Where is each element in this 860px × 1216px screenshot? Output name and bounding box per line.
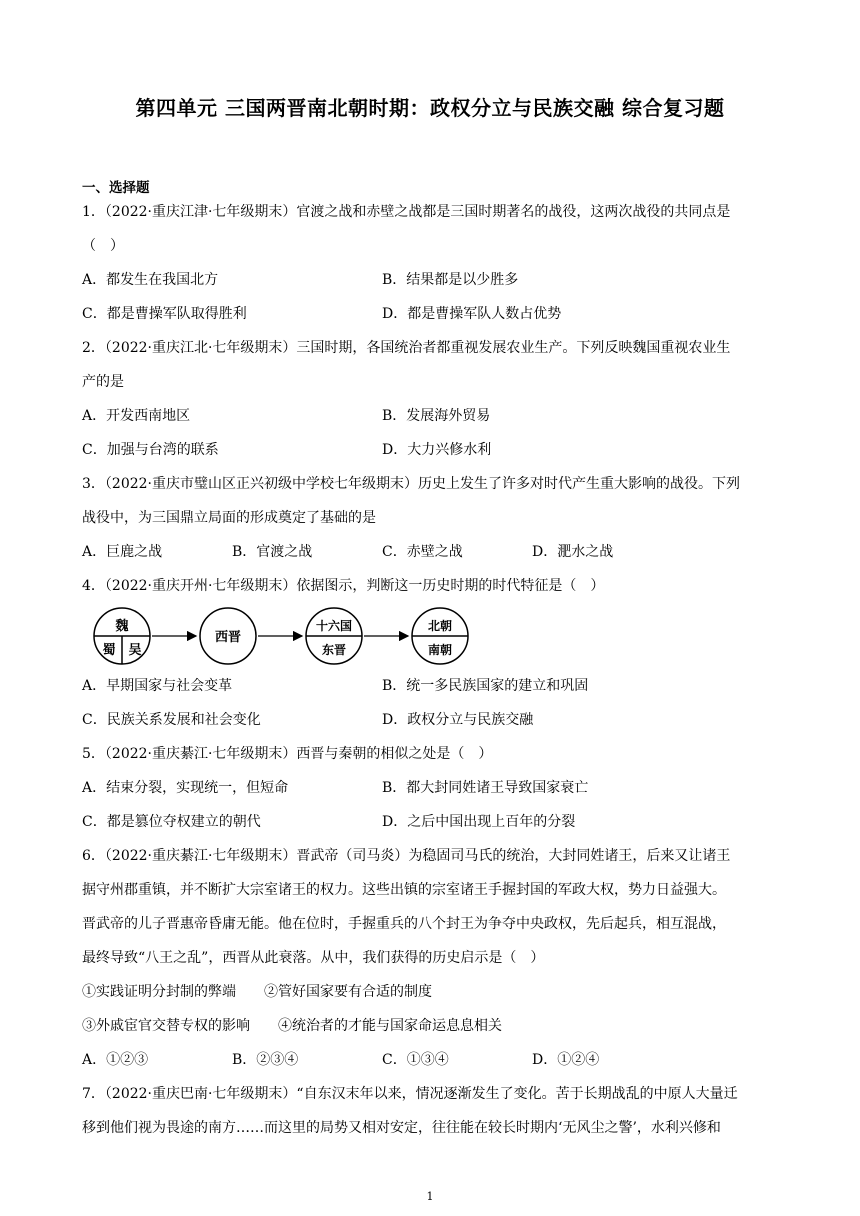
question-6-statements-1: ①实践证明分封制的弊端 ②管好国家要有合适的制度 xyxy=(82,984,432,1000)
label-southern-dynasties: 南朝 xyxy=(427,643,453,657)
circle-sixteen-kingdoms-eastern-jin xyxy=(306,608,362,664)
question-6-option-b: B．②③④ xyxy=(232,1052,299,1068)
question-1-stem-cont: （ ） xyxy=(82,238,124,254)
question-2-stem: 2．（2022·重庆江北·七年级期末）三国时期，各国统治者都重视发展农业生产。下列反映魏国重视农业生 xyxy=(82,340,731,356)
circle-northern-southern xyxy=(412,608,468,664)
question-1-option-b: B．结果都是以少胜多 xyxy=(382,272,519,288)
question-3-option-c: C．赤壁之战 xyxy=(382,544,463,560)
question-6-option-a: A．①②③ xyxy=(82,1052,149,1068)
label-sixteen-kingdoms: 十六国 xyxy=(315,619,353,633)
question-1-stem: 1．（2022·重庆江津·七年级期末）官渡之战和赤壁之战都是三国时期著名的战役，这两次战役的共同点是 xyxy=(82,204,731,220)
question-2-option-b: B．发展海外贸易 xyxy=(382,408,491,424)
question-4-option-a: A．早期国家与社会变革 xyxy=(82,678,233,694)
question-3-stem: 3．（2022·重庆市璧山区正兴初级中学校七年级期末）历史上发生了许多对时代产生重大影响的战役。下列 xyxy=(82,476,740,492)
question-5-option-b: B．都大封同姓诸王导致国家衰亡 xyxy=(382,780,589,796)
question-6-option-c: C．①③④ xyxy=(382,1052,449,1068)
page-number: 1 xyxy=(426,1190,434,1203)
question-3-option-a: A．巨鹿之战 xyxy=(82,544,163,560)
question-6-stem: 6．（2022·重庆綦江·七年级期末）晋武帝（司马炎）为稳固司马氏的统治，大封同姓诸王，后来又让诸王 xyxy=(82,848,731,864)
label-wei: 魏 xyxy=(115,619,129,634)
question-5-option-c: C．都是篡位夺权建立的朝代 xyxy=(82,814,261,830)
question-5-stem: 5．（2022·重庆綦江·七年级期末）西晋与秦朝的相似之处是（ ） xyxy=(82,746,493,762)
question-3-option-d: D．淝水之战 xyxy=(532,544,614,560)
question-6-stem-cont-2: 晋武帝的儿子晋惠帝昏庸无能。他在位时，手握重兵的八个封王为争夺中央政权，先后起兵，相互混战， xyxy=(82,916,726,932)
question-6-option-d: D．①②④ xyxy=(532,1052,600,1068)
question-6-stem-cont-3: 最终导致“八王之乱”，西晋从此衰落。从中，我们获得的历史启示是（ ） xyxy=(82,950,545,966)
question-7-stem-cont: 移到他们视为畏途的南方……而这里的局势又相对安定，往往能在较长时期内‘无风尘之警’，水利兴修和 xyxy=(82,1120,721,1136)
question-3-option-b: B．官渡之战 xyxy=(232,544,313,560)
question-1-option-c: C．都是曹操军队取得胜利 xyxy=(82,306,247,322)
circle-western-jin xyxy=(200,608,256,664)
label-northern-dynasties: 北朝 xyxy=(427,619,453,633)
dynasty-flow-diagram xyxy=(92,604,472,670)
question-4-stem: 4．（2022·重庆开州·七年级期末）依据图示，判断这一历史时期的时代特征是（ ） xyxy=(82,578,605,594)
question-6-stem-cont-1: 据守州郡重镇，并不断扩大宗室诸王的权力。这些出镇的宗室诸王手握封国的军政大权，势力日益强大。 xyxy=(82,882,726,898)
question-5-option-d: D．之后中国出现上百年的分裂 xyxy=(382,814,576,830)
question-2-option-c: C．加强与台湾的联系 xyxy=(82,442,219,458)
question-1-option-d: D．都是曹操军队人数占优势 xyxy=(382,306,562,322)
question-4-option-b: B．统一多民族国家的建立和巩固 xyxy=(382,678,589,694)
question-3-stem-cont: 战役中，为三国鼎立局面的形成奠定了基础的是 xyxy=(82,510,376,526)
question-7-stem: 7．（2022·重庆巴南·七年级期末）“自东汉末年以来，情况逐渐发生了变化。苦于长期战乱的中原人大量迁 xyxy=(82,1086,738,1102)
label-eastern-jin: 东晋 xyxy=(321,643,347,657)
section-heading: 一、选择题 xyxy=(82,180,150,196)
question-1-option-a: A．都发生在我国北方 xyxy=(82,272,219,288)
label-shu: 蜀 xyxy=(102,643,116,658)
label-western-jin: 西晋 xyxy=(214,630,242,645)
question-2-stem-cont: 产的是 xyxy=(82,374,124,390)
question-2-option-d: D．大力兴修水利 xyxy=(382,442,492,458)
question-4-option-c: C．民族关系发展和社会变化 xyxy=(82,712,261,728)
document-title: 第四单元 三国两晋南北朝时期：政权分立与民族交融 综合复习题 xyxy=(135,96,725,120)
question-5-option-a: A．结束分裂，实现统一，但短命 xyxy=(82,780,289,796)
question-6-statements-2: ③外戚宦官交替专权的影响 ④统治者的才能与国家命运息息相关 xyxy=(82,1018,502,1034)
question-4-option-d: D．政权分立与民族交融 xyxy=(382,712,534,728)
question-2-option-a: A．开发西南地区 xyxy=(82,408,191,424)
label-wu: 吴 xyxy=(128,643,142,658)
circle-three-kingdoms xyxy=(94,608,150,664)
